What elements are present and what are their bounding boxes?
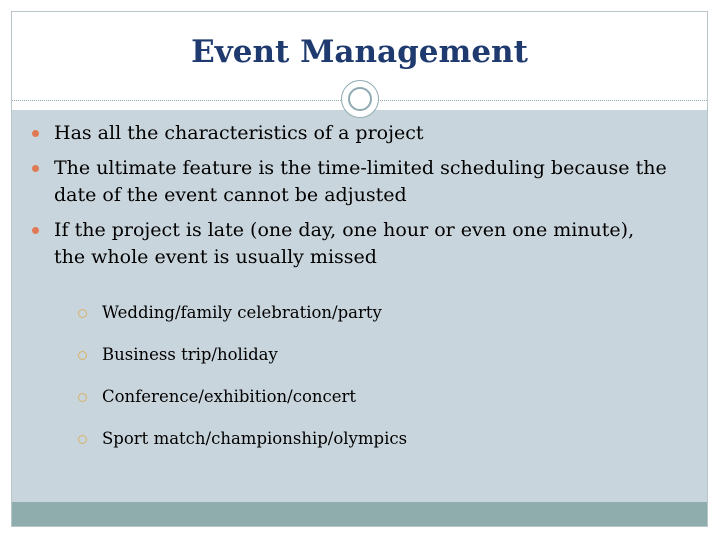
slide (11, 11, 708, 527)
bullet-icon (32, 165, 39, 172)
bullet-list (12, 120, 707, 279)
sub-bullet-item (12, 428, 707, 450)
sub-bullet-text: Business trip/holiday (102, 345, 278, 364)
sub-bullet-text: Conference/exhibition/concert (102, 387, 357, 406)
hollow-circle-icon (78, 393, 87, 402)
ring-inner (348, 87, 372, 111)
bullet-text: Has all the characteristics of a project (54, 122, 424, 144)
ring-icon (341, 80, 379, 118)
sub-bullet-text: Sport match/championship/olympics (102, 429, 408, 448)
bullet-item (12, 155, 707, 209)
sub-bullet-list (12, 302, 707, 470)
sub-bullet-item (12, 302, 707, 324)
bullet-icon (32, 227, 39, 234)
bullet-item (12, 217, 707, 271)
bullet-icon (32, 130, 39, 137)
content-area (12, 110, 707, 502)
bottom-bar (12, 502, 707, 526)
sub-bullet-item (12, 386, 707, 408)
hollow-circle-icon (78, 435, 87, 444)
bullet-text: The ultimate feature is the time-limited scheduling because the date of the event cannot be adjusted (54, 157, 667, 206)
bullet-text: If the project is late (one day, one hour or even one minute), the whole event is usually missed (54, 219, 635, 268)
slide-title: Event Management (191, 34, 528, 70)
hollow-circle-icon (78, 351, 87, 360)
sub-bullet-text: Wedding/family celebration/party (102, 303, 382, 322)
sub-bullet-item (12, 344, 707, 366)
hollow-circle-icon (78, 309, 87, 318)
bullet-item (12, 120, 707, 147)
